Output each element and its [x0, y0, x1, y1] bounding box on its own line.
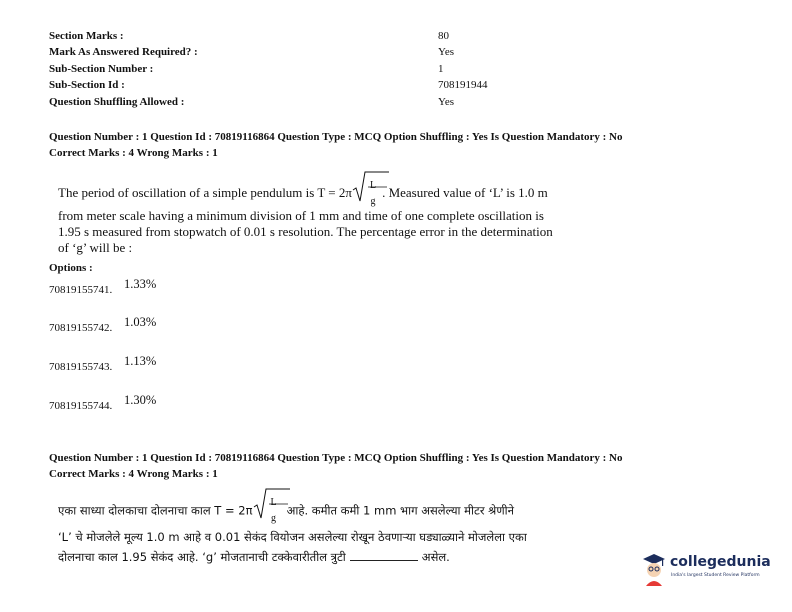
shuffling-label: Question Shuffling Allowed :: [49, 96, 185, 108]
section-marks-label: Section Marks :: [49, 30, 124, 42]
subsection-number-value: 1: [438, 63, 444, 75]
option-value[interactable]: 1.30%: [124, 393, 157, 407]
fraction-denominator: g: [271, 513, 277, 524]
collegedunia-logo: [640, 551, 790, 591]
question-text-line3: 1.95 s measured from stopwatch of 0.01 s resolution. The percentage error in the determination: [58, 224, 553, 239]
fraction-numerator: L: [270, 497, 277, 508]
marathi-text-post: आहे. कमीत कमी 1 mm भाग असलेल्या मीटर श्रेणीने: [286, 503, 514, 518]
marathi-text-line2: ‘L’ चे मोजलेले मूल्य 1.0 m आहे व 0.01 सेकंद वियोजन असलेल्या रोखून ठेवणाऱ्या घड्याळ्याने मोजलेला एका: [58, 530, 527, 544]
marathi-text-line1: [58, 487, 514, 523]
question-text-post: . Measured value of ‘L’ is 1.0 m: [382, 184, 548, 200]
question-text-line4: of ‘g’ will be :: [58, 240, 133, 255]
option-value[interactable]: 1.03%: [124, 315, 157, 329]
option-value[interactable]: 1.13%: [124, 354, 157, 368]
mark-answered-value: Yes: [438, 46, 455, 58]
option-id: 70819155743.: [49, 361, 113, 373]
shuffling-value: Yes: [438, 96, 455, 108]
marathi-text-line3-post: असेल.: [421, 550, 450, 564]
question-text-line1: [58, 170, 548, 206]
marathi-text-line3: [58, 550, 450, 565]
marks-header: Correct Marks : 4 Wrong Marks : 1: [49, 468, 218, 480]
question-header: Question Number : 1 Question Id : 70819116864 Question Type : MCQ Option Shuffling : Yes Is Question Mandatory : No: [49, 131, 623, 143]
question-text-pre: The period of oscillation of a simple pendulum is T = 2π: [58, 184, 352, 200]
marks-header: Correct Marks : 4 Wrong Marks : 1: [49, 147, 218, 159]
mark-answered-label: Mark As Answered Required? :: [49, 46, 198, 58]
logo-tagline: India's largest Student Review Platform: [671, 573, 760, 578]
graduate-mascot-icon: [640, 551, 668, 587]
subsection-id-value: 708191944: [438, 79, 488, 91]
fraction-numerator: L: [369, 180, 377, 191]
option-id: 70819155744.: [49, 400, 113, 412]
subsection-number-label: Sub-Section Number :: [49, 63, 154, 75]
option-id: 70819155741.: [49, 284, 113, 296]
fraction-l-over-g: [271, 498, 277, 524]
fraction-l-over-g: [370, 181, 376, 207]
marathi-text-pre: एका साध्या दोलकाचा दोलनाचा काल T = 2π: [58, 503, 253, 518]
option-id: 70819155742.: [49, 322, 113, 334]
fraction-denominator: g: [370, 196, 376, 207]
option-value[interactable]: 1.33%: [124, 277, 157, 291]
question-header: Question Number : 1 Question Id : 70819116864 Question Type : MCQ Option Shuffling : Yes Is Question Mandatory : No: [49, 452, 623, 464]
logo-wordmark: collegedunia: [670, 554, 771, 570]
answer-blank: [350, 560, 418, 561]
marathi-text-line3-pre: दोलनाचा काल 1.95 सेकंद आहे. ‘g’ मोजतानाची टक्केवारीतील त्रुटी: [58, 550, 346, 564]
section-marks-value: 80: [438, 30, 449, 42]
question-text-line2: from meter scale having a minimum division of 1 mm and time of one complete oscillation is: [58, 208, 544, 223]
subsection-id-label: Sub-Section Id :: [49, 79, 125, 91]
options-label: Options :: [49, 262, 93, 274]
